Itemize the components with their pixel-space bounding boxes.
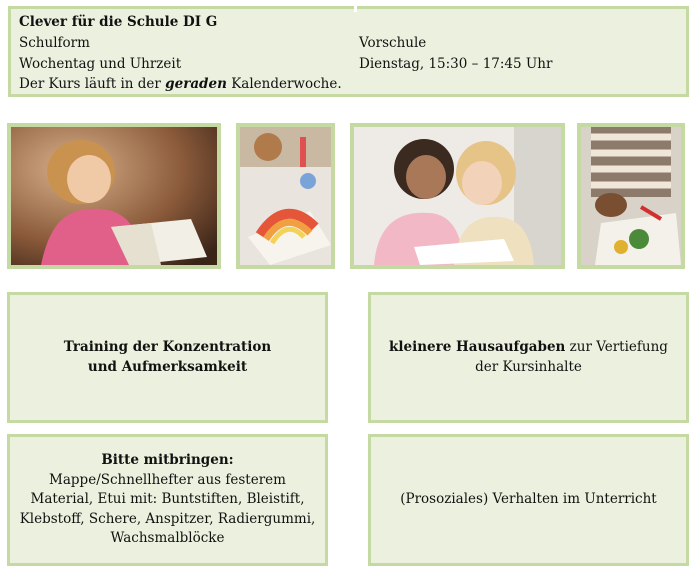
zeit-label: Wochentag und Uhrzeit xyxy=(19,56,182,72)
hausaufgaben-bold: kleinere Hausaufgaben xyxy=(389,339,566,355)
photo-girl-reading xyxy=(7,123,221,269)
verhalten-text: (Prosoziales) Verhalten im Unterricht xyxy=(400,491,657,508)
schulform-value: Vorschule xyxy=(359,35,427,51)
schulform-label: Schulform xyxy=(19,35,90,51)
konzentration-line1: Training der Konzentration xyxy=(63,339,272,355)
photo-child-scissors xyxy=(577,123,685,269)
mitbringen-text: Mappe/Schnellhefter aus festerem Material, Etui mit: Buntstiften, Bleistift, Klebstoff, Schere, Anspitzer, Radiergummi, Wachsmalblöcke xyxy=(19,471,316,547)
mitbringen-box xyxy=(7,434,328,566)
woche-after: Kalenderwoche. xyxy=(226,76,342,92)
photo-craft-activity xyxy=(236,123,335,269)
konzentration-box xyxy=(7,292,328,423)
hausaufgaben-rest: zur Vertiefung der Kursinhalte xyxy=(475,339,668,375)
course-title: Clever für die Schule DI G xyxy=(19,14,218,30)
verhalten-box xyxy=(368,434,689,566)
hausaufgaben-box xyxy=(368,292,689,423)
woche-emphasis: geraden xyxy=(165,76,227,92)
course-info-panel xyxy=(8,6,689,97)
photo-two-girls-book xyxy=(350,123,565,269)
divider-mark xyxy=(354,6,357,12)
kalenderwoche-note xyxy=(19,75,342,94)
konzentration-line2: und Aufmerksamkeit xyxy=(87,358,248,375)
zeit-value: Dienstag, 15:30 – 17:45 Uhr xyxy=(359,56,553,72)
woche-before: Der Kurs läuft in der xyxy=(19,76,166,92)
mitbringen-title: Bitte mitbringen: xyxy=(101,452,234,469)
